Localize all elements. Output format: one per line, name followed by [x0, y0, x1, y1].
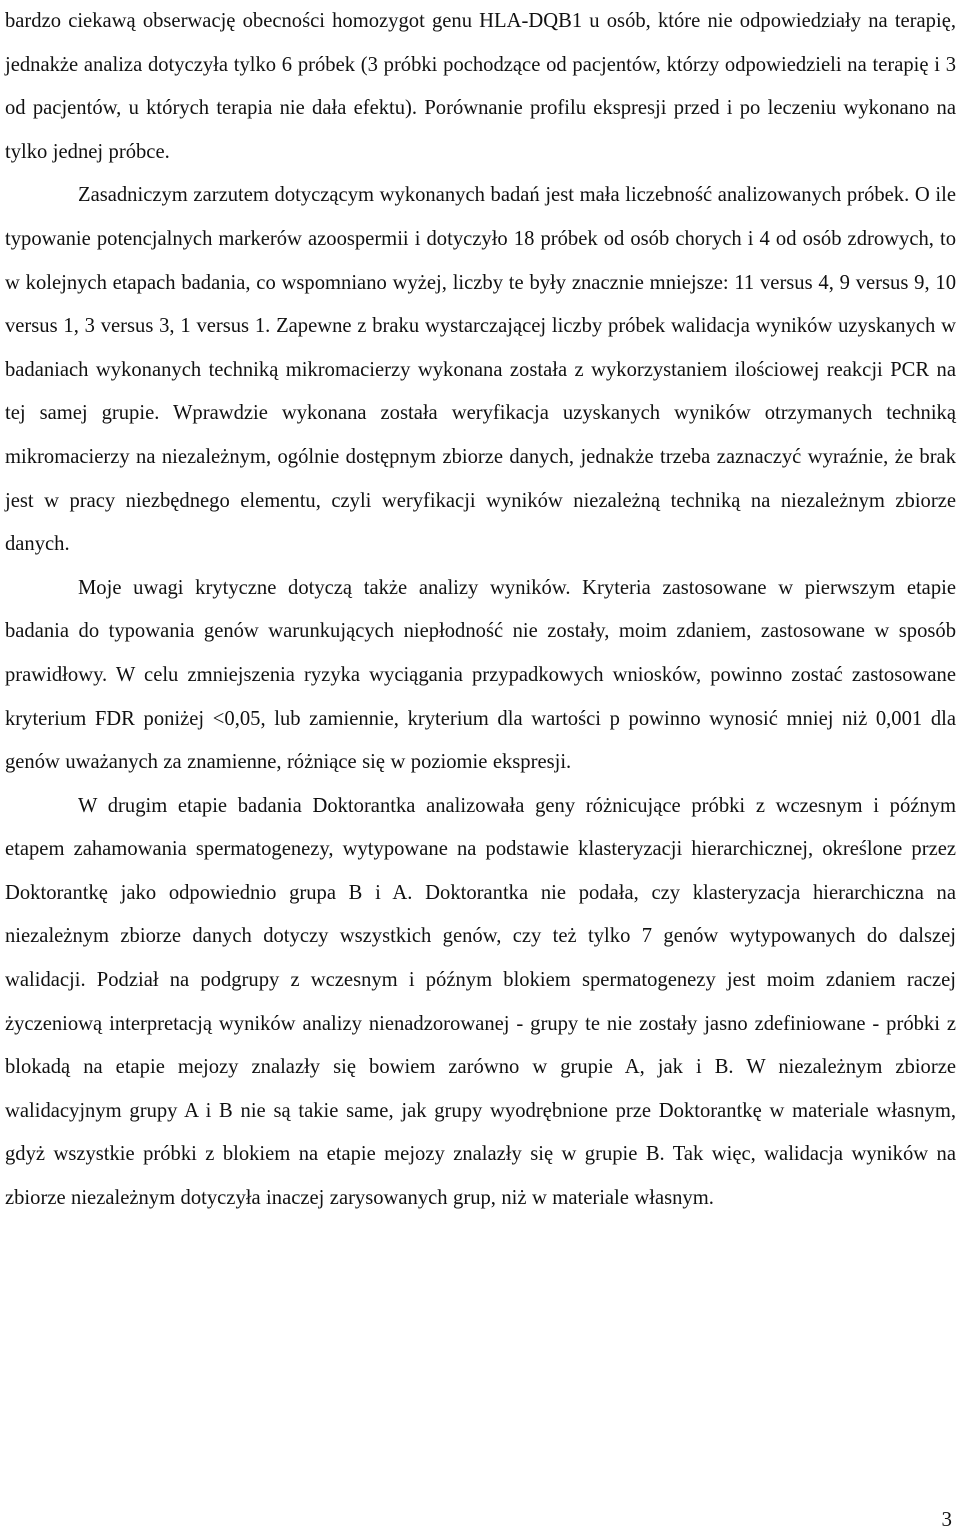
- sentence-marker-typing: O ile typowanie potencjalnych markerów azoospermii i dotyczyło 18 próbek od osób chorych i 4 od osób zdrowych, to w kolejnych etapach badania, co wspomniano wyżej, liczby te były znacznie mniejsze: 11 versus 4, 9 versus 9, 10 versus 1, 3 versus 3, 1 versus 1. Zapewne z braku wystarczającej liczby próbek walidacja wyników uzyskanych w badaniach wykonanych techniką mikromacierzy wykonana została z wykorzystaniem ilościowej reakcji PCR na tej samej grupie. Wprawdzie wykonana została weryfikacja uzyskanych wyników otrzymanych techniką mikromacierzy na niezależnym, ogólnie dostępnym zbiorze danych, jednakże trzeba zaznaczyć wyraźnie, że brak jest w pracy niezbędnego elementu, czyli weryfikacji wyników niezależną techniką na niezależnym zbiorze danych.: [5, 184, 956, 556]
- body-text: [5, 0, 956, 1221]
- paragraph-analysis-criticism: Moje uwagi krytyczne dotyczą także analizy wyników. Kryteria zastosowane w pierwszym etapie badania do typowania genów warunkujących niepłodność nie zostały, moim zdaniem, zastosowane w sposób prawidłowy. W celu zmniejszenia ryzyka wyciągania przypadkowych wniosków, powinno zostać zastosowane kryterium FDR poniżej <0,05, lub zamiennie, kryterium dla wartości p powinno wynosić mniej niż 0,001 dla genów uważanych za znamienne, różniące się w poziomie ekspresji.: [5, 576, 956, 774]
- page-number: 3: [941, 1507, 952, 1531]
- sentence-sample-size: Zasadniczym zarzutem dotyczącym wykonanych badań jest mała liczebność analizowanych próbek.: [78, 184, 910, 207]
- paragraph-second-stage: W drugim etapie badania Doktorantka analizowała geny różnicujące próbki z wczesnym i późnym etapem zahamowania spermatogenezy, wytypowane na podstawie klasteryzacji hierarchicznej, określone przez Doktorantkę jako odpowiednio grupa B i A. Doktorantka nie podała, czy klasteryzacja hierarchiczna na niezależnym zbiorze danych dotyczy wszystkich genów, czy też tylko 7 genów wytypowanych do dalszej walidacji. Podział na podgrupy z wczesnym i późnym blokiem spermatogenezy jest moim zdaniem raczej życzeniową interpretacją wyników analizy nienadzorowanej - grupy te nie zostały jasno zdefiniowane - próbki z blokadą na etapie mejozy znalazły się bowiem zarówno w grupie A, jak i B. W niezależnym zbiorze walidacyjnym grupy A i B nie są takie same, jak grupy wyodrębnione prze Doktorantkę w materiale własnym, gdyż wszystkie próbki z blokiem na etapie mejozy znalazły się w grupie B. Tak więc, walidacja wyników na zbiorze niezależnym dotyczyła inaczej zarysowanych grup, niż w materiale własnym.: [5, 794, 956, 1210]
- paragraph-sample-size: [5, 174, 956, 566]
- paragraph-continued: bardzo ciekawą obserwację obecności homozygot genu HLA-DQB1 u osób, które nie odpowiedziały na terapię, jednakże analiza dotyczyła tylko 6 próbek (3 próbki pochodzące od pacjentów, którzy odpowiedzieli na terapię i 3 od pacjentów, u których terapia nie dała efektu). Porównanie profilu ekspresji przed i po leczeniu wykonano na tylko jednej próbce.: [5, 10, 956, 163]
- document-page: [5, 0, 956, 1537]
